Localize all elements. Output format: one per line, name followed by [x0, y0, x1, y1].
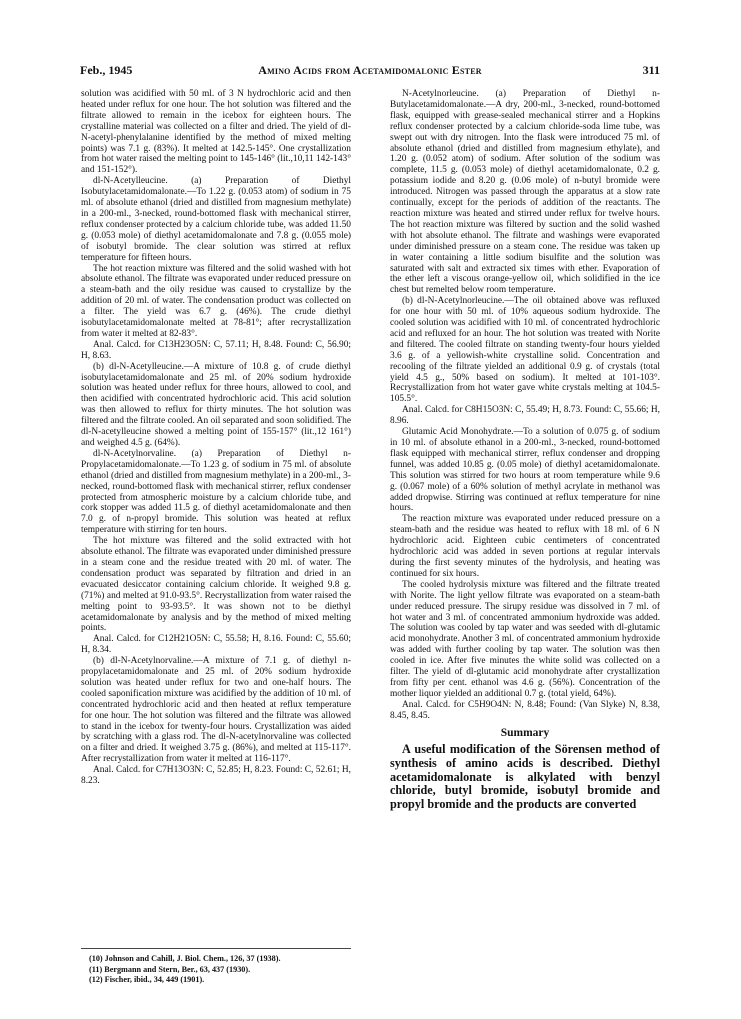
running-header: [80, 63, 660, 79]
paragraph: Anal. Calcd. for C8H15O3N: C, 55.49; H, 8.73. Found: C, 55.66; H, 8.96.: [390, 405, 660, 427]
header-date: Feb., 1945: [80, 63, 133, 77]
paragraph: The hot reaction mixture was filtered and the solid washed with hot absolute ethanol. The filtrate was evaporated under reduced pressure on a steam-bath and the oily residue was caused to crystallize by the addition of 20 ml. of water. The condensation product was collected on a filter. The yield was 6.7 g. (46%). The crude diethyl isobutylacetamidomalonate melted at 78-81°; after recrystallization from water it melted at 82-83°.: [81, 263, 351, 339]
paragraph: Anal. Calcd. for C7H13O3N: C, 52.85; H, 8.23. Found: C, 52.61; H, 8.23.: [81, 765, 351, 787]
paragraph: Anal. Calcd. for C13H23O5N: C, 57.11; H, 8.48. Found: C, 56.90; H, 8.63.: [81, 339, 351, 361]
paragraph: Anal. Calcd. for C12H21O5N: C, 55.58; H, 8.16. Found: C, 55.60; H, 8.34.: [81, 634, 351, 656]
footnotes: [81, 948, 351, 986]
page-number: 311: [642, 63, 660, 77]
paragraph: Glutamic Acid Monohydrate.—To a solution of 0.075 g. of sodium in 10 ml. of absolute ethanol in a 200-ml., 3-necked, round-bottomed flask equipped with mechanical stirrer, reflux condenser and dropping funnel, was added 10.85 g. (0.05 mole) of diethyl acetamidomalonate. This solution was stirred for two hours at room temperature while 9.6 g. (0.067 mole) of a 60% solution of methyl acrylate in methanol was added dropwise. Stirring was continued at reflux temperature for nine hours.: [390, 427, 660, 514]
header-title: Amino Acids from Acetamidomalonic Ester: [258, 63, 482, 77]
paragraph: (b) dl-N-Acetylnorvaline.—A mixture of 7.1 g. of diethyl n-propylacetamidomalonate and 25 ml. of 20% sodium hydroxide solution was heated under reflux for two and one-half hours. The cooled saponification mixture was acidified by the addition of 10 ml. of concentrated hydrochloric acid and then heated at reflux temperature for one hour. The hot solution was filtered and the filtrate was allowed to stand in the icebox for twenty-four hours. Crystallization was aided by scratching with a glass rod. The dl-N-acetylnorvaline was collected on a filter and dried. It weighed 3.75 g. (86%), and melted at 115-117°. After recrystallization from water it melted at 116-117°.: [81, 656, 351, 765]
footnote: (11) Bergmann and Stern, Ber., 63, 437 (1930).: [89, 964, 251, 974]
summary-heading: Summary: [500, 726, 550, 739]
summary-text: A useful modification of the Sörensen method of synthesis of amino acids is described. Diethyl acetamidomalonate is alkylated with benzyl chloride, butyl bromide, isobutyl bromide and propyl bromide and the products are converted: [390, 742, 660, 811]
paragraph: N-Acetylnorleucine. (a) Preparation of Diethyl n-Butylacetamidomalonate.—A dry, 200-ml., 3-necked, round-bottomed flask, equipped with grease-sealed mechanical stirrer and a Hopkins reflux condenser protected by a calcium chloride-soda lime tube, was swept out with dry nitrogen. Into the flask were introduced 75 ml. of absolute ethanol (dried and distilled from magnesium ethylate), and 1.20 g. (0.052 atom) of sodium. After solution of the sodium was complete, 11.5 g. (0.053 mole) of diethyl acetamidomalonate, 0.2 g. potassium iodide and 8.20 g. (0.06 mole) of n-butyl bromide were introduced. Nitrogen was passed through the apparatus at a slow rate continually, except for the periods of addition of the reactants. The reaction mixture was heated and stirred under reflux for twelve hours. The hot reaction mixture was filtered by suction and the solid washed with hot absolute ethanol. The filtrate and washings were evaporated under diminished pressure on a steam cone. The residue was taken up in water containing a little sodium bisulfite and the solution was saturated with salt and extracted six times with ether. Evaporation of the ether left a viscous orange-yellow oil, which solidified in the ice chest but remelted below room temperature.: [390, 89, 660, 296]
footnote: (10) Johnson and Cahill, J. Biol. Chem., 126, 37 (1938).: [89, 954, 281, 963]
paragraph: The reaction mixture was evaporated under reduced pressure on a steam-bath and the residue was heated to reflux with 18 ml. of 6 N hydrochloric acid. Eighteen cubic centimeters of concentrated hydrochloric acid was added in seven portions at regular intervals during the first seventy minutes of the hydrolysis, and heating was continued for six hours.: [390, 514, 660, 579]
paragraph: Anal. Calcd. for C5H9O4N: N, 8.48; Found: (Van Slyke) N, 8.38, 8.45, 8.45.: [390, 699, 660, 721]
paragraph: solution was acidified with 50 ml. of 3 N hydrochloric acid and then heated under reflux for one hour. The hot solution was filtered and the filtrate allowed to remain in the icebox for eighteen hours. The crystalline material was collected on a filter and dried. The yield of dl-N-acetyl-phenylalanine identified by the method of mixed melting points) was 7.1 g. (83%). It melted at 142.5-145°. One crystallization from hot water raised the melting point to 145-146° (lit.,10,11 142-143° and 151-152°).: [81, 89, 351, 176]
paragraph: dl-N-Acetylleucine. (a) Preparation of Diethyl Isobutylacetamidomalonate.—To 1.22 g. (0.053 atom) of sodium in 75 ml. of absolute ethanol (dried and distilled from magnesium methylate) in a 200-ml., 3-necked, round-bottomed flask with mechanical stirrer, reflux condenser protected by a calcium chloride tube, was added 11.50 g. (0.053 mole) of diethyl acetamidomalonate and 7.8 g. (0.055 mole) of isobutyl bromide. The clear solution was stirred at reflux temperature for fifteen hours.: [81, 176, 351, 263]
paragraph: (b) dl-N-Acetylnorleucine.—The oil obtained above was refluxed for one hour with 50 ml. of 10% aqueous sodium hydroxide. The cooled solution was acidified with 10 ml. of concentrated hydrochloric acid and refluxed for an hour. The hot solution was treated with Norite and filtered. The cooled filtrate on standing twenty-four hours yielded 3.6 g. of a yellowish-white crystalline solid. Concentration and recooling of the filtrate yielded an additional 0.9 g. of crystals (total yield 4.5 g., 50% based on sodium). It melted at 101-103°. Recrystallization from hot water gave white crystals melting at 104.5-105.5°.: [390, 296, 660, 405]
paragraph: (b) dl-N-Acetylleucine.—A mixture of 10.8 g. of crude diethyl isobutylacetamidomalonate and 25 ml. of 20% sodium hydroxide solution was heated under reflux for three hours, allowed to cool, and then acidified with concentrated hydrochloric acid. This acid solution was then allowed to reflux for thirty minutes. The hot solution was filtered and the filtrate cooled. An oil separated and soon solidified. The dl-N-acetylleucine showed a melting point of 155-157° (lit.,12 161°) and weighed 4.5 g. (64%).: [81, 361, 351, 448]
paragraph: dl-N-Acetylnorvaline. (a) Preparation of Diethyl n-Propylacetamidomalonate.—To 1.23 g. of sodium in 75 ml. of absolute ethanol (dried and distilled from magnesium methylate) in a 200-ml., 3-necked, round-bottomed flask with mechanical stirrer, reflux condenser protected from atmospheric moisture by a calcium chloride tube, and cork stopper was added 11.5 g. of diethyl acetamidomalonate and then 7.0 g. of n-propyl bromide. This solution was heated at reflux temperature with stirring for ten hours.: [81, 448, 351, 536]
left-column: [81, 89, 351, 787]
paragraph: The hot mixture was filtered and the solid extracted with hot absolute ethanol. The filtrate was evaporated under diminished pressure in a steam cone and the residue treated with 20 ml. of water. The condensation product was separated by filtration and dried in an evacuated desiccator containing calcium chloride. It weighed 9.8 g. (71%) and melted at 91.0-93.5°. Recrystallization from water raised the melting point to 93-93.5°. It was shown not to be diethyl acetamidomalonate by analysis and by the method of mixed melting points.: [81, 536, 351, 634]
right-column: [390, 89, 660, 811]
footnote: (12) Fischer, ibid., 34, 449 (1901).: [89, 975, 205, 984]
paragraph: The cooled hydrolysis mixture was filtered and the filtrate treated with Norite. The light yellow filtrate was evaporated on a steam-bath under reduced pressure. The sirupy residue was dissolved in 7 ml. of hot water and 3 ml. of concentrated ammonium hydroxide was added. The solution was cooled by tap water and was seeded with dl-glutamic acid monohydrate. Another 3 ml. of concentrated ammonium hydroxide was added with further cooling by tap water. The solution was then cooled in ice. After five minutes the white solid was collected on a filter. The yield of dl-glutamic acid monohydrate after crystallization from fifty per cent. ethanol was 4.6 g. (56%). Concentration of the mother liquor yielded an additional 0.7 g. (total yield, 64%).: [390, 579, 660, 699]
